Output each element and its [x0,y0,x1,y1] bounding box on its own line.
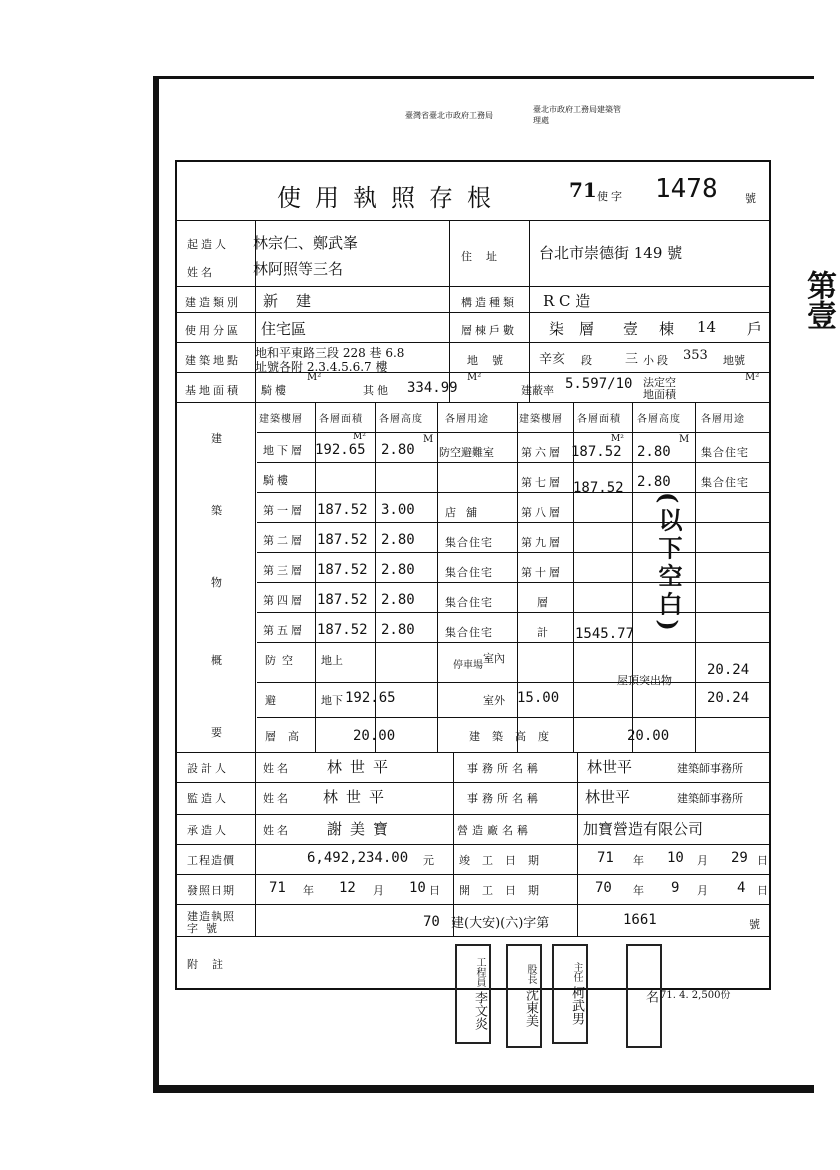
owner-name-label: 姓名 [187,266,215,279]
left-area-6: 187.52 [317,592,368,608]
shelter-above: 地上 [321,654,343,667]
left-floor-2: 騎樓 [263,474,291,487]
completion-month-unit: 月 [697,854,711,867]
header-seal-left: 臺灣省臺北市政府工務局 [405,111,493,120]
left-area-1: 192.65 [315,442,366,458]
permit-label-1: 建造執照 [187,910,235,923]
start-day-unit: 日 [757,884,771,897]
owner-names-line1: 林宗仁、鄭武峯 [253,234,359,252]
left-height-1: 2.80 [381,442,415,458]
unit-area-1: M² [353,432,366,442]
right-floor-4: 第九層 [521,536,563,549]
right-floor-7: 計 [537,626,551,639]
left-height-6: 2.80 [381,592,415,608]
col-header-5: 建築樓層 [519,414,563,425]
right-floor-2: 第七層 [521,476,563,489]
issue-month-unit: 月 [373,884,387,897]
building-height-value: 20.00 [627,728,670,744]
roof-value-2: 20.24 [707,690,750,706]
right-area-2: 187.52 [573,480,624,496]
households-unit: 戶 [747,320,763,338]
floors-count-label: 層棟戶數 [461,324,517,337]
other-value: 334.99 [407,380,458,396]
roof-label: 屋頂突出物 [617,674,672,687]
right-use-2: 集合住宅 [701,476,749,489]
permit-form [175,160,771,990]
left-floor-5: 第三層 [263,564,305,577]
blank-note: (以下空白) [654,492,683,635]
buildings-count: 壹 [623,320,639,338]
issue-month: 12 [339,880,356,896]
stamp-officer-title: 工程員 [474,957,485,988]
permit-prefix: 71 [569,178,597,202]
owner-names-line2: 林阿照等三名 [253,260,344,278]
col-header-7: 各層高度 [637,414,681,425]
supervisor-name-label: 姓名 [263,792,291,805]
designer-office: 林世平 [587,758,633,776]
zoning-value: 住宅區 [261,320,307,338]
supervisor-office-label: 事務所名稱 [467,792,542,805]
parking-indoor: 室內 [483,652,505,665]
legal-label-2: 地面積 [643,388,676,401]
left-use-6: 集合住宅 [445,596,493,609]
owner-label: 起造人 [187,238,229,251]
left-use-5: 集合住宅 [445,566,493,579]
arcade-label: 騎樓 [261,384,289,397]
right-area-1: 187.52 [571,444,622,460]
supervisor-office: 林世平 [585,788,631,806]
side-label-3: 物 [211,576,225,589]
right-total-area: 1545.77 [575,626,635,642]
lot-subsection: 三 [625,352,639,367]
issue-day: 10 [409,880,426,896]
contractor-label: 承造人 [187,824,229,837]
location-line2: 址號各附 2.3.4.5.6.7 樓 [255,360,388,374]
left-floor-3: 第一層 [263,504,305,517]
build-type-label: 建造類別 [185,296,241,309]
coverage-label: 建蔽率 [521,384,554,397]
stamp-officer-name: 李文炎 [472,991,487,1031]
right-height-2: 2.80 [637,474,671,490]
header-seal-right: 臺北市政府工務局建築管理處 [533,105,621,125]
side-label-5: 要 [211,726,225,739]
owner-address: 台北市崇德街 149 號 [539,244,683,262]
right-use-1: 集合住宅 [701,446,749,459]
left-area-3: 187.52 [317,502,368,518]
stories-height-label: 層高 [265,730,311,743]
legal-label-1: 法定空 [643,376,676,389]
other-label: 其他 [363,384,391,397]
left-area-4: 187.52 [317,532,368,548]
roof-value-1: 20.24 [707,662,750,678]
col-header-6: 各層面積 [577,414,621,425]
lot-subsection-unit: 小段 [643,354,671,367]
permit-year: 70 [423,914,440,930]
left-height-4: 2.80 [381,532,415,548]
unit-area-2: M² [611,434,624,444]
designer-office-label: 事務所名稱 [467,762,542,775]
completion-day-unit: 日 [757,854,771,867]
left-floor-7: 第五層 [263,624,305,637]
issue-day-unit: 日 [429,884,443,897]
left-use-7: 集合住宅 [445,626,493,639]
left-use-4: 集合住宅 [445,536,493,549]
contractor-firm-label: 營造廠名稱 [457,824,532,837]
designer-office-suffix: 建築師事務所 [677,762,743,775]
start-day: 4 [737,880,746,896]
buildings-unit: 棟 [659,320,675,338]
start-year: 70 [595,880,612,896]
right-floor-5: 第十層 [521,566,563,579]
address-label: 住址 [461,250,511,263]
stamp-officer [455,944,491,1044]
permit-label-2: 字號 [187,922,225,935]
start-month: 9 [671,880,680,896]
side-label-1: 建 [211,432,225,445]
location-label: 建築地點 [185,354,241,367]
arcade-unit: M² [307,372,322,383]
col-header-1: 建築樓層 [259,414,303,425]
start-year-unit: 年 [633,884,647,897]
floors-unit: 層 [579,320,595,338]
coverage-value: 5.597/10 [565,376,633,392]
notes-label: 附註 [187,958,237,971]
permit-num-suffix: 號 [749,918,763,931]
print-note: 71. 4. 2,500份 [660,990,731,1001]
stamp-section-chief [506,944,542,1048]
left-area-5: 187.52 [317,562,368,578]
issue-year: 71 [269,880,286,896]
lot-number: 353 [683,348,708,363]
designer-name-label: 姓名 [263,762,291,775]
left-use-1: 防空避難室 [439,446,494,459]
designer-label: 設計人 [187,762,229,775]
cost-label: 工程造價 [187,854,235,867]
left-height-7: 2.80 [381,622,415,638]
lot-number-unit: 地號 [723,354,745,367]
stamp-director [552,944,588,1044]
right-floor-3: 第八層 [521,506,563,519]
stamp-section-chief-name: 沈東美 [523,988,538,1028]
left-floor-6: 第四層 [263,594,305,607]
start-month-unit: 月 [697,884,711,897]
stamp-fourth [626,944,662,1048]
right-floor-1: 第六層 [521,446,563,459]
stamp-fourth-name: 名 [643,989,658,1003]
col-header-2: 各層面積 [319,414,363,425]
floors-count: 柒 [549,320,565,338]
supervisor-name: 林世平 [323,788,393,806]
stamp-director-title: 主任 [571,962,582,983]
col-header-8: 各層用途 [701,414,745,425]
col-header-4: 各層用途 [445,414,489,425]
left-height-3: 3.00 [381,502,415,518]
build-type-value: 新建 [263,292,330,310]
legal-unit: M² [745,372,760,383]
parking-outdoor: 室外 [483,694,505,707]
cost-unit: 元 [423,854,437,867]
col-header-3: 各層高度 [379,414,423,425]
issue-label: 發照日期 [187,884,235,897]
left-floor-4: 第二層 [263,534,305,547]
supervisor-office-suffix: 建築師事務所 [677,792,743,805]
permit-suffix: 號 [745,192,759,205]
shelter-below-value: 192.65 [345,690,396,706]
completion-day: 29 [731,850,748,866]
stamp-section-chief-title: 股長 [525,964,536,985]
cost-value: 6,492,234.00 [307,850,409,866]
building-height-label: 建築高度 [469,730,561,743]
lot-label: 地號 [467,354,517,367]
parking-label: 停車場 [453,660,483,671]
contractor-firm: 加寶營造有限公司 [583,820,704,838]
households-count: 14 [697,318,717,336]
contractor-name: 謝美寶 [327,820,397,838]
designer-name: 林世平 [327,758,397,776]
unit-height-1: M [423,434,434,445]
lot-district: 辛亥 [539,352,566,367]
structure-value: R C 造 [543,292,591,310]
completion-month: 10 [667,850,684,866]
unit-height-2: M [679,434,690,445]
site-area-label: 基地面積 [185,384,241,397]
left-floor-1: 地下層 [263,444,305,457]
right-height-1: 2.80 [637,444,671,460]
shelter-label: 防空 [265,654,299,667]
supervisor-label: 監造人 [187,792,229,805]
left-area-7: 187.52 [317,622,368,638]
margin-text: 第壹 [801,270,836,330]
side-label-2: 築 [211,504,225,517]
other-unit: M² [467,372,482,383]
left-height-5: 2.80 [381,562,415,578]
completion-label: 竣工日期 [459,854,551,867]
form-title: 使用執照存根 [277,184,505,212]
issue-year-unit: 年 [303,884,317,897]
stamp-director-name: 柯武男 [569,986,584,1026]
right-floor-6: 層 [537,596,551,609]
structure-label: 構造種類 [461,296,517,309]
stories-height-value: 20.00 [353,728,396,744]
parking-outdoor-value: 15.00 [517,690,560,706]
shelter-avoid: 避 [265,694,279,707]
zoning-label: 使用分區 [185,324,241,337]
lot-section-unit: 段 [581,354,595,367]
left-use-3: 店舖 [445,506,487,519]
contractor-name-label: 姓名 [263,824,291,837]
permit-district: 建(大安)(六)字第 [451,916,550,931]
start-label: 開工日期 [459,884,551,897]
shelter-below: 地下 [321,694,343,707]
permit-type: 使字 [597,190,625,203]
permit-number: 1478 [655,174,718,204]
completion-year-unit: 年 [633,854,647,867]
location-line1: 地和平東路三段 228 巷 6.8 [255,346,405,360]
permit-num: 1661 [623,912,657,928]
completion-year: 71 [597,850,614,866]
side-label-4: 概 [211,654,225,667]
